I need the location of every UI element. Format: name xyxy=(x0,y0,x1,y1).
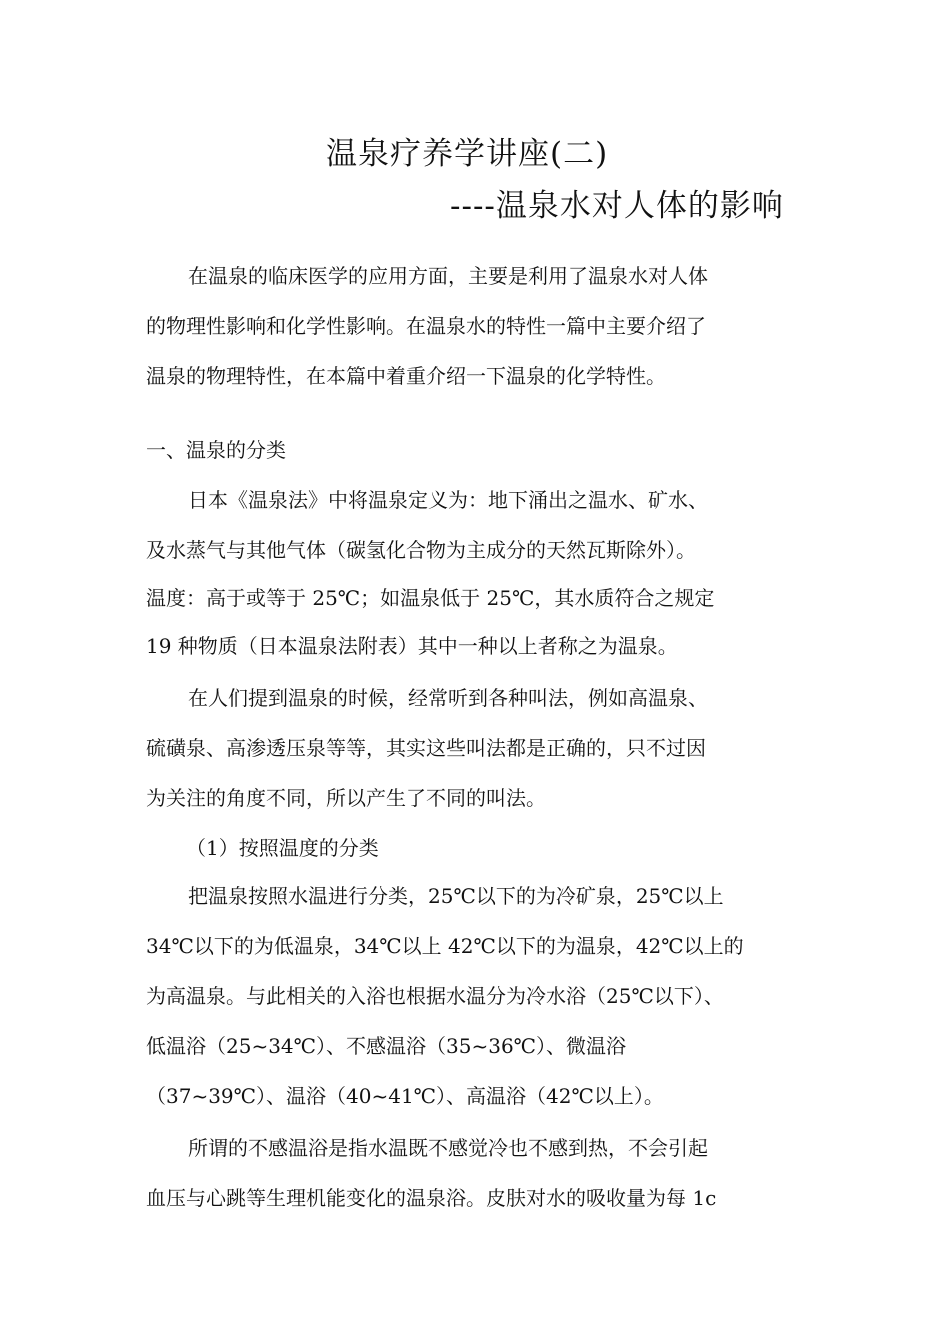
paragraph-line: 及水蒸气与其他气体（碳氢化合物为主成分的天然瓦斯除外）。 xyxy=(146,538,696,562)
paragraph-line: 在温泉的临床医学的应用方面，主要是利用了温泉水对人体 xyxy=(188,264,708,288)
section-heading: 一、温泉的分类 xyxy=(146,438,286,462)
paragraph-line: 所谓的不感温浴是指水温既不感觉冷也不感到热，不会引起 xyxy=(188,1136,708,1160)
paragraph-line: 低温浴（25~34℃）、不感温浴（35~36℃）、微温浴 xyxy=(146,1034,627,1058)
document-subtitle: ----温泉水对人体的影响 xyxy=(450,188,784,224)
paragraph-line: 把温泉按照水温进行分类，25℃以下的为冷矿泉，25℃以上 xyxy=(188,884,724,908)
paragraph-line: 温泉的物理特性，在本篇中着重介绍一下温泉的化学特性。 xyxy=(146,364,666,388)
paragraph-line: 为关注的角度不同，所以产生了不同的叫法。 xyxy=(146,786,546,810)
paragraph-line: 温度：高于或等于 25℃；如温泉低于 25℃，其水质符合之规定 xyxy=(146,586,715,610)
paragraph-line: 34℃以下的为低温泉，34℃以上 42℃以下的为温泉，42℃以上的 xyxy=(146,934,744,958)
paragraph-line: 在人们提到温泉的时候，经常听到各种叫法，例如高温泉、 xyxy=(188,686,708,710)
paragraph-line: 19 种物质（日本温泉法附表）其中一种以上者称之为温泉。 xyxy=(146,634,678,658)
subsection-heading: （1）按照温度的分类 xyxy=(186,836,379,860)
paragraph-line: 血压与心跳等生理机能变化的温泉浴。皮肤对水的吸收量为每 1c xyxy=(146,1186,717,1210)
paragraph-line: 为高温泉。与此相关的入浴也根据水温分为冷水浴（25℃以下）、 xyxy=(146,984,724,1008)
document-title: 温泉疗养学讲座(二) xyxy=(326,136,609,172)
paragraph-line: 硫磺泉、高渗透压泉等等，其实这些叫法都是正确的，只不过因 xyxy=(146,736,706,760)
paragraph-line: 日本《温泉法》中将温泉定义为：地下涌出之温水、矿水、 xyxy=(188,488,708,512)
paragraph-line: （37~39℃）、温浴（40~41℃）、高温浴（42℃以上）。 xyxy=(146,1084,664,1108)
paragraph-line: 的物理性影响和化学性影响。在温泉水的特性一篇中主要介绍了 xyxy=(146,314,706,338)
